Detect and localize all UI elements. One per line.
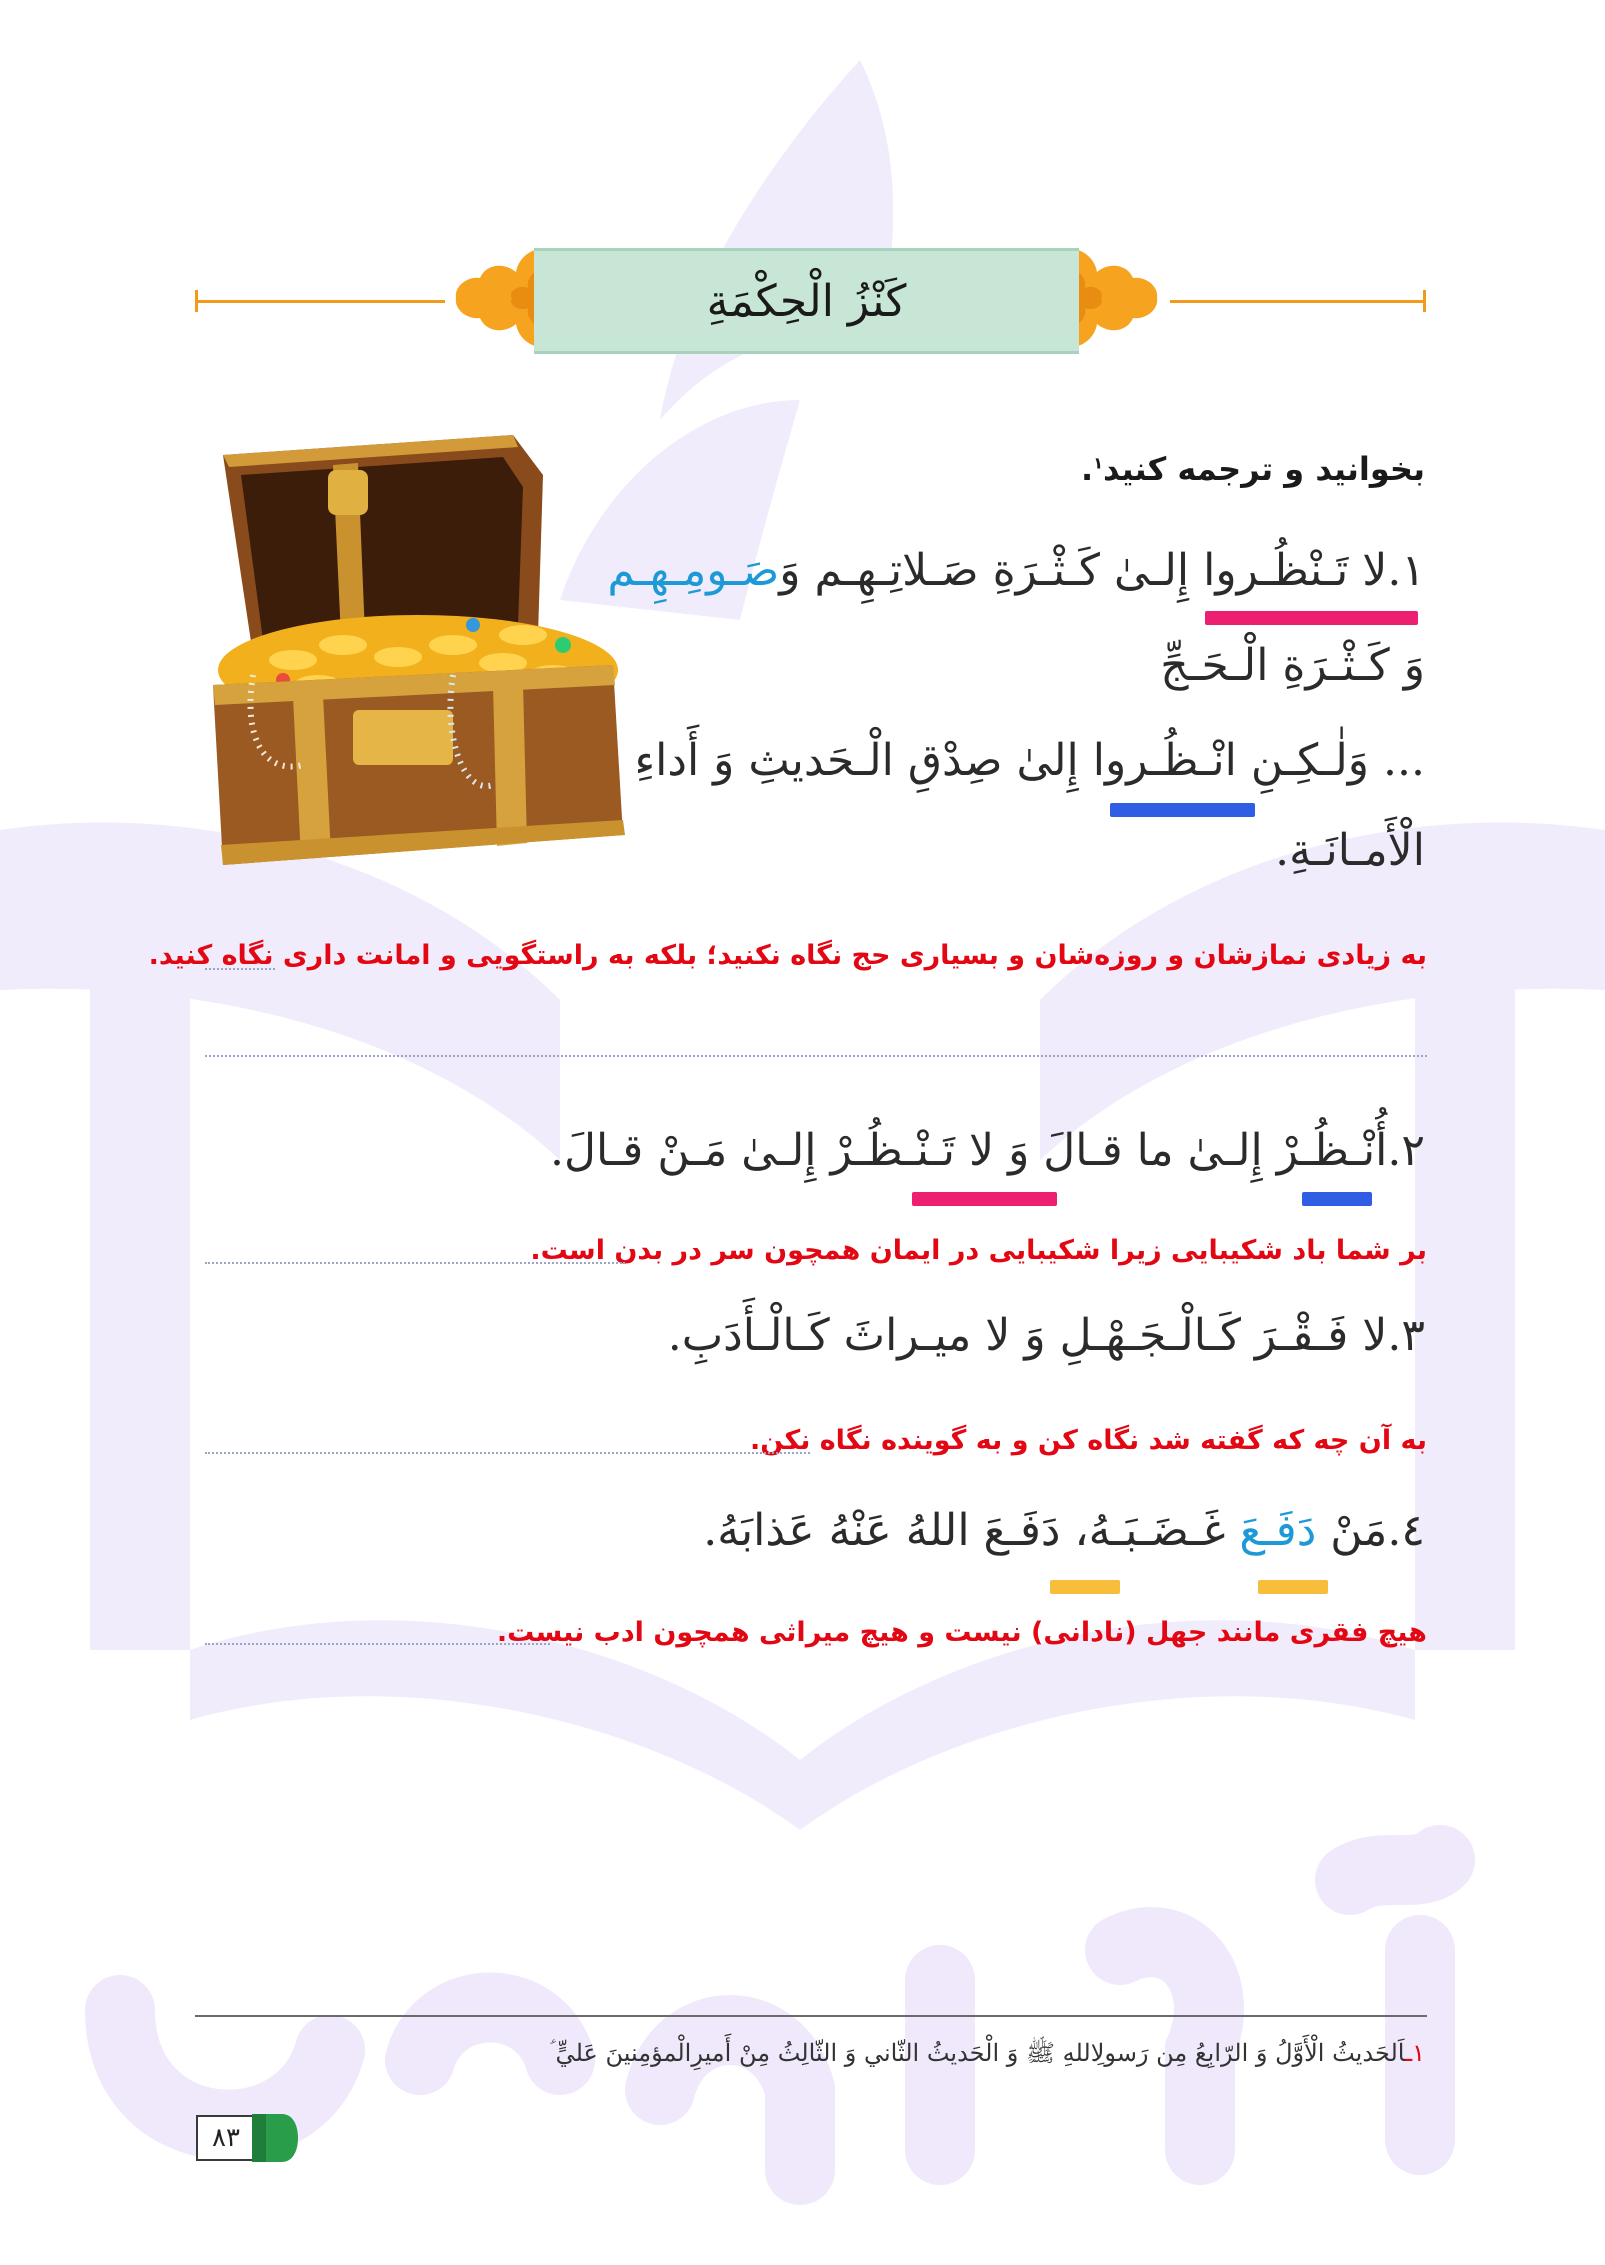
- item-1-answer: به زیادی نمازشان و روزه‌شان و بسیاری حج نگاه نکنید؛ بلکه به راستگویی و امانت داری نگاه کنید.: [148, 940, 1427, 971]
- title-line-left-end: [195, 290, 198, 312]
- item-3-number: ۳.: [1387, 1310, 1425, 1361]
- item-2-underline-blue: [1302, 1192, 1372, 1206]
- treasure-chest-image: [193, 435, 645, 875]
- heading-footnote-mark: ۱: [1093, 453, 1103, 473]
- item-4-number: ٤.: [1387, 1505, 1425, 1556]
- item-2-answer: بر شما باد شکیبایی زیرا شکیبایی در ایمان همچون سر در بدن است.: [530, 1235, 1427, 1266]
- page-title: كَنْزُ الْحِكْمَةِ: [706, 275, 907, 327]
- item-1-line-1: [607, 545, 1425, 596]
- heading-suffix: .: [1081, 450, 1094, 488]
- title-line-right: [1170, 300, 1425, 303]
- page-tab-icon: [252, 2114, 298, 2162]
- item-2-arabic: أُنْـظُـرْ إِلـىٰ ما قـالَ وَ لا تَـنْـظُـرْ إِلـىٰ مَـنْ قـالَ.: [550, 1125, 1388, 1176]
- item-1-text-1: لا تَـنْظُـروا إِلـىٰ كَـثْـرَةِ صَـلاتِـهِـم وَ: [779, 545, 1388, 596]
- heading-text: بخوانید و ترجمه کنید: [1102, 450, 1425, 488]
- page-number: ۸۳: [212, 2123, 240, 2153]
- footnote-number: ١ـ: [1405, 2039, 1425, 2067]
- item-1-underline-pink: [1205, 611, 1418, 625]
- item-4-underline-yellow-2: [1050, 1580, 1120, 1594]
- item-4-dotted-line: [205, 1643, 550, 1645]
- item-3-arabic: لا فَـقْـرَ كَـالْـجَـهْـلِ وَ لا ميـراثَ كَـالْـأَدَبِ.: [667, 1310, 1388, 1361]
- item-1-underline-blue: [1110, 803, 1255, 817]
- item-3-text: [668, 1310, 1425, 1361]
- item-4-arabic-pre: مَنْ: [1316, 1505, 1388, 1556]
- item-4-answer: هیچ فقری مانند جهل (نادانی) نیست و هیچ میراثی همچون ادب نیست.: [496, 1617, 1427, 1648]
- item-3-answer: به آن چه که گفته شد نگاه کن و به گوینده نگاه نکن.: [749, 1425, 1427, 1456]
- item-3-dotted-line: [205, 1452, 810, 1454]
- item-1-highlight-word: صَـومِـهِـم: [607, 545, 780, 596]
- item-1-dotted-line-1: [205, 968, 275, 970]
- title-banner: [534, 248, 1079, 354]
- item-1-line-3: ... وَلٰـكِـنِ انْـظُـروا إِلىٰ صِدْقِ الْـحَديثِ وَ أَداءِ: [634, 735, 1425, 786]
- title-line-right-end: [1423, 290, 1426, 312]
- footnote: [550, 2038, 1425, 2073]
- title-line-left: [195, 300, 445, 303]
- item-1-line-4: الْأَمـانَـةِ.: [1275, 825, 1425, 876]
- exercise-heading: [865, 450, 1425, 488]
- item-2-dotted-line: [205, 1262, 625, 1264]
- footnote-text: اَلحَديثُ الْأَوَّلُ وَ الرّابِعُ مِن رَسولِاللهِ ﷺ وَ الْحَديثُ الثّاني وَ الثّالِثُ مِنْ أَميرِالْمؤمِنينَ عَليٍّ ؑ: [549, 2039, 1406, 2067]
- item-2-underline-pink: [912, 1192, 1057, 1206]
- item-4-arabic-post: غَـضَـبَـهُ، دَفَـعَ اللهُ عَنْهُ عَذابَهُ.: [703, 1505, 1240, 1556]
- item-4-text: [703, 1505, 1425, 1556]
- footnote-separator: [195, 2015, 1427, 2017]
- item-4-underline-yellow-1: [1258, 1580, 1328, 1594]
- item-2-number: ۲.: [1387, 1125, 1425, 1176]
- item-2-text: [550, 1125, 1425, 1176]
- item-1-dotted-line-2: [205, 1055, 1427, 1057]
- item-4-highlight-word: دَفَـعَ: [1239, 1505, 1317, 1556]
- item-1-line-2: وَ كَـثْـرَةِ الْـحَـجِّ: [1160, 640, 1425, 691]
- item-1-number: ۱.: [1387, 545, 1425, 596]
